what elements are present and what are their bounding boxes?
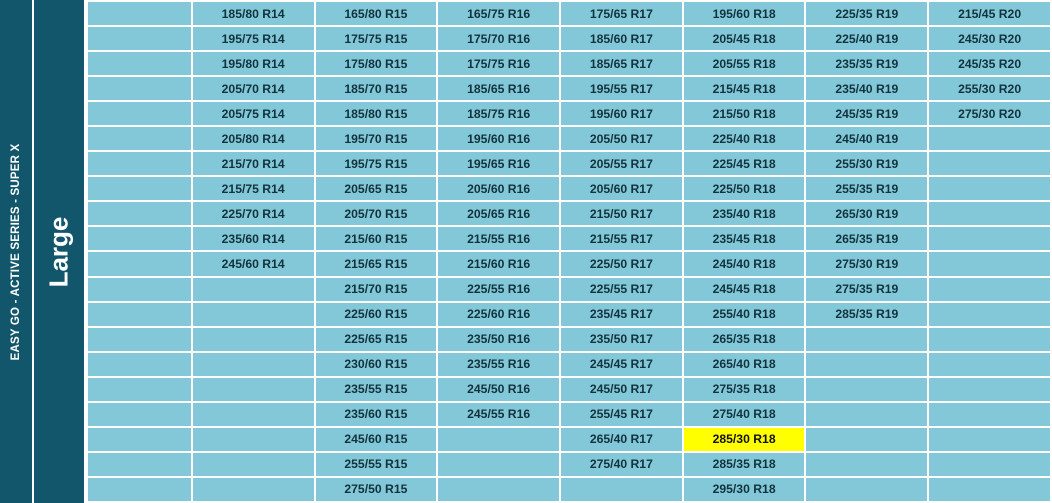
empty-cell (88, 453, 191, 476)
tyre-size-cell: 225/35 R19 (806, 2, 927, 25)
tyre-size-cell: 205/60 R17 (561, 177, 682, 200)
table-row (88, 2, 1050, 25)
tyre-size-cell: 275/30 R19 (806, 252, 927, 275)
size-band (34, 0, 86, 503)
tyre-size-cell: 205/50 R17 (561, 127, 682, 150)
empty-cell (806, 403, 927, 426)
tyre-size-cell: 245/50 R17 (561, 378, 682, 401)
tyre-size-cell: 175/80 R15 (316, 52, 437, 75)
empty-cell (88, 328, 191, 351)
empty-cell (88, 52, 191, 75)
tyre-size-cell: 205/70 R15 (316, 202, 437, 225)
empty-cell (929, 478, 1050, 501)
tyre-size-cell: 215/70 R15 (316, 278, 437, 301)
tyre-size-cell: 245/40 R18 (684, 252, 805, 275)
tyre-size-cell: 275/40 R17 (561, 453, 682, 476)
tyre-size-cell: 225/40 R19 (806, 27, 927, 50)
empty-cell (88, 102, 191, 125)
table-row (88, 378, 1050, 401)
tyre-size-cell: 225/55 R16 (438, 278, 559, 301)
empty-cell (193, 478, 314, 501)
tyre-size-cell: 245/50 R16 (438, 378, 559, 401)
tyre-size-cell: 225/40 R18 (684, 127, 805, 150)
table-row (88, 428, 1050, 451)
tyre-size-cell: 215/55 R16 (438, 227, 559, 250)
empty-cell (438, 428, 559, 451)
tyre-size-cell: 235/40 R18 (684, 202, 805, 225)
empty-cell (88, 77, 191, 100)
tyre-size-cell: 245/40 R19 (806, 127, 927, 150)
empty-cell (88, 27, 191, 50)
empty-cell (561, 478, 682, 501)
table-row (88, 177, 1050, 200)
tyre-size-cell: 245/60 R14 (193, 252, 314, 275)
empty-cell (806, 428, 927, 451)
empty-cell (88, 403, 191, 426)
empty-cell (929, 453, 1050, 476)
tyre-size-cell: 245/35 R20 (929, 52, 1050, 75)
tyre-size-cell: 215/50 R18 (684, 102, 805, 125)
empty-cell (193, 278, 314, 301)
table-row (88, 127, 1050, 150)
empty-cell (929, 127, 1050, 150)
tyre-size-cell: 265/35 R18 (684, 328, 805, 351)
table-row (88, 252, 1050, 275)
tyre-size-cell: 185/75 R16 (438, 102, 559, 125)
tyre-size-cell: 285/35 R19 (806, 303, 927, 326)
tyre-size-cell: 285/30 R18 (684, 428, 805, 451)
tyre-size-cell: 225/50 R17 (561, 252, 682, 275)
table-row (88, 202, 1050, 225)
empty-cell (806, 353, 927, 376)
tyre-size-cell: 255/40 R18 (684, 303, 805, 326)
tyre-size-cell: 295/30 R18 (684, 478, 805, 501)
empty-cell (88, 202, 191, 225)
empty-cell (193, 453, 314, 476)
tyre-size-cell: 235/45 R17 (561, 303, 682, 326)
tyre-size-cell: 185/65 R17 (561, 52, 682, 75)
tyre-size-cell: 230/60 R15 (316, 353, 437, 376)
tyre-size-cell: 235/50 R17 (561, 328, 682, 351)
tyre-size-cell: 225/60 R16 (438, 303, 559, 326)
tyre-size-cell: 235/45 R18 (684, 227, 805, 250)
empty-cell (806, 453, 927, 476)
empty-cell (88, 353, 191, 376)
tyre-size-cell: 185/70 R15 (316, 77, 437, 100)
table-row (88, 328, 1050, 351)
tyre-size-cell: 235/35 R19 (806, 52, 927, 75)
tyre-size-cell: 215/60 R16 (438, 252, 559, 275)
table-row (88, 27, 1050, 50)
empty-cell (438, 453, 559, 476)
table-row (88, 52, 1050, 75)
tyre-size-table (86, 0, 1052, 503)
tyre-size-cell: 255/55 R15 (316, 453, 437, 476)
tyre-size-cell: 195/60 R18 (684, 2, 805, 25)
empty-cell (88, 152, 191, 175)
tyre-size-cell: 225/60 R15 (316, 303, 437, 326)
empty-cell (193, 328, 314, 351)
tyre-size-cell: 255/45 R17 (561, 403, 682, 426)
empty-cell (193, 403, 314, 426)
tyre-size-cell: 215/55 R17 (561, 227, 682, 250)
tyre-size-cell: 195/65 R16 (438, 152, 559, 175)
tyre-size-cell: 175/65 R17 (561, 2, 682, 25)
empty-cell (88, 127, 191, 150)
empty-cell (193, 303, 314, 326)
table-row (88, 353, 1050, 376)
tyre-size-cell: 225/65 R15 (316, 328, 437, 351)
empty-cell (806, 328, 927, 351)
tyre-size-cell: 265/30 R19 (806, 202, 927, 225)
tyre-size-cell: 175/75 R15 (316, 27, 437, 50)
tyre-size-cell: 275/50 R15 (316, 478, 437, 501)
empty-cell (88, 177, 191, 200)
tyre-size-cell: 235/55 R16 (438, 353, 559, 376)
empty-cell (929, 152, 1050, 175)
tyre-size-cell: 245/45 R17 (561, 353, 682, 376)
tyre-size-cell: 205/55 R17 (561, 152, 682, 175)
empty-cell (929, 328, 1050, 351)
table-row (88, 303, 1050, 326)
empty-cell (438, 478, 559, 501)
empty-cell (929, 428, 1050, 451)
tyre-size-cell: 185/80 R14 (193, 2, 314, 25)
tyre-size-cell: 175/70 R16 (438, 27, 559, 50)
table-row (88, 77, 1050, 100)
empty-cell (88, 252, 191, 275)
empty-cell (929, 353, 1050, 376)
empty-cell (88, 378, 191, 401)
tyre-size-cell: 205/55 R18 (684, 52, 805, 75)
empty-cell (88, 227, 191, 250)
empty-cell (88, 2, 191, 25)
tyre-size-cell: 215/50 R17 (561, 202, 682, 225)
tyre-size-cell: 205/65 R15 (316, 177, 437, 200)
tyre-size-cell: 285/35 R18 (684, 453, 805, 476)
tyre-size-cell: 195/75 R15 (316, 152, 437, 175)
table-row (88, 227, 1050, 250)
tyre-size-cell: 255/30 R20 (929, 77, 1050, 100)
empty-cell (88, 478, 191, 501)
tyre-size-cell: 215/60 R15 (316, 227, 437, 250)
table-row (88, 453, 1050, 476)
tyre-size-cell: 215/45 R18 (684, 77, 805, 100)
tyre-size-cell: 235/50 R16 (438, 328, 559, 351)
tyre-size-cell: 265/40 R18 (684, 353, 805, 376)
tyre-size-cell: 185/80 R15 (316, 102, 437, 125)
table-row (88, 278, 1050, 301)
empty-cell (929, 202, 1050, 225)
series-band-label: EASY GO - ACTIVE SERIES - SUPER X (10, 143, 22, 360)
tyre-size-cell: 205/80 R14 (193, 127, 314, 150)
tyre-size-cell: 235/55 R15 (316, 378, 437, 401)
empty-cell (193, 378, 314, 401)
empty-cell (929, 403, 1050, 426)
tyre-size-cell: 185/65 R16 (438, 77, 559, 100)
tyre-size-cell: 245/60 R15 (316, 428, 437, 451)
empty-cell (88, 278, 191, 301)
tyre-size-cell: 225/50 R18 (684, 177, 805, 200)
empty-cell (929, 378, 1050, 401)
empty-cell (929, 278, 1050, 301)
tyre-size-cell: 235/40 R19 (806, 77, 927, 100)
tyre-size-table-wrap (86, 0, 1052, 503)
tyre-size-cell: 225/55 R17 (561, 278, 682, 301)
tyre-size-cell: 195/60 R16 (438, 127, 559, 150)
tyre-size-cell: 265/35 R19 (806, 227, 927, 250)
empty-cell (88, 303, 191, 326)
tyre-size-cell: 275/30 R20 (929, 102, 1050, 125)
tyre-size-cell: 195/70 R15 (316, 127, 437, 150)
tyre-size-cell: 185/60 R17 (561, 27, 682, 50)
tyre-size-cell: 215/70 R14 (193, 152, 314, 175)
empty-cell (929, 177, 1050, 200)
tyre-size-cell: 165/80 R15 (316, 2, 437, 25)
empty-cell (929, 227, 1050, 250)
tyre-size-cell: 245/35 R19 (806, 102, 927, 125)
tyre-size-cell: 255/35 R19 (806, 177, 927, 200)
empty-cell (806, 378, 927, 401)
table-row (88, 152, 1050, 175)
tyre-size-cell: 205/65 R16 (438, 202, 559, 225)
empty-cell (193, 353, 314, 376)
tyre-size-cell: 275/35 R18 (684, 378, 805, 401)
empty-cell (929, 252, 1050, 275)
tyre-size-cell: 205/75 R14 (193, 102, 314, 125)
tyre-size-cell: 195/80 R14 (193, 52, 314, 75)
tyre-size-cell: 275/40 R18 (684, 403, 805, 426)
empty-cell (929, 303, 1050, 326)
table-row (88, 102, 1050, 125)
table-row (88, 478, 1050, 501)
tyre-size-cell: 205/70 R14 (193, 77, 314, 100)
tyre-size-cell: 265/40 R17 (561, 428, 682, 451)
tyre-size-cell: 235/60 R14 (193, 227, 314, 250)
tyre-size-cell: 275/35 R19 (806, 278, 927, 301)
tyre-size-cell: 245/55 R16 (438, 403, 559, 426)
empty-cell (193, 428, 314, 451)
tyre-size-cell: 165/75 R16 (438, 2, 559, 25)
tyre-size-cell: 245/45 R18 (684, 278, 805, 301)
tyre-size-cell: 205/60 R16 (438, 177, 559, 200)
series-band (0, 0, 34, 503)
tyre-size-cell: 205/45 R18 (684, 27, 805, 50)
tyre-size-cell: 195/55 R17 (561, 77, 682, 100)
tyre-size-cell: 195/75 R14 (193, 27, 314, 50)
tyre-size-cell: 225/70 R14 (193, 202, 314, 225)
tyre-size-cell: 215/75 R14 (193, 177, 314, 200)
tyre-size-cell: 225/45 R18 (684, 152, 805, 175)
tyre-size-cell: 235/60 R15 (316, 403, 437, 426)
tyre-size-cell: 215/65 R15 (316, 252, 437, 275)
tyre-size-cell: 195/60 R17 (561, 102, 682, 125)
table-row (88, 403, 1050, 426)
tyre-size-cell: 245/30 R20 (929, 27, 1050, 50)
tyre-size-cell: 215/45 R20 (929, 2, 1050, 25)
tyre-size-cell: 255/30 R19 (806, 152, 927, 175)
size-band-label: Large (43, 216, 74, 287)
empty-cell (88, 428, 191, 451)
empty-cell (806, 478, 927, 501)
tyre-size-cell: 175/75 R16 (438, 52, 559, 75)
